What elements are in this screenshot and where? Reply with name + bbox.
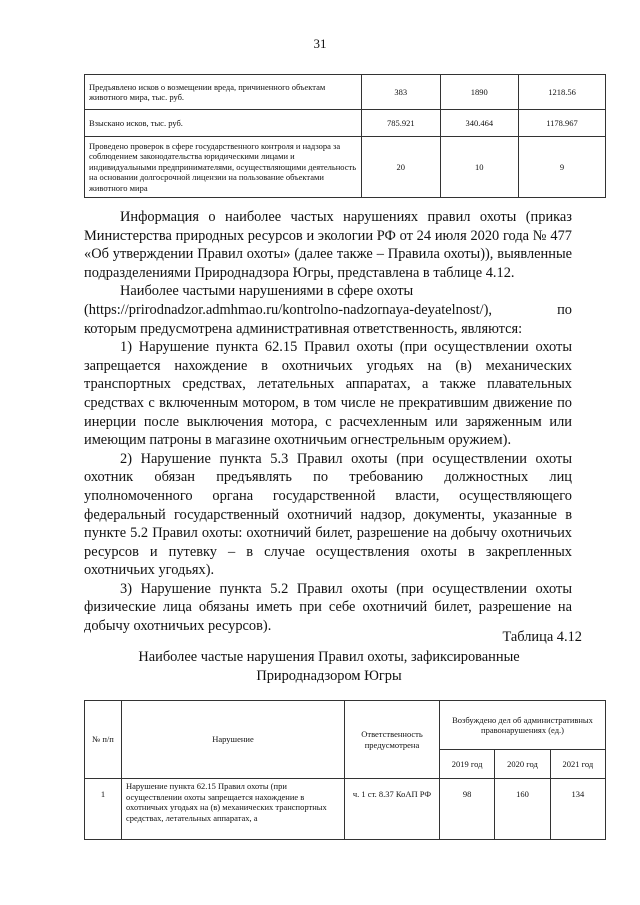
- table-header-row: [85, 701, 606, 750]
- violations-table: [84, 700, 606, 840]
- header-cases: Возбуждено дел об административных правонарушениях (ед.): [440, 701, 606, 750]
- row-violation: Нарушение пункта 62.15 Правил охоты (при осуществлении охоты запрещается нахождение в охотничьих угодьях на (в) механических транспортных средствах, летательных аппаратах, а: [122, 779, 345, 840]
- paragraph-url-line: [84, 301, 572, 320]
- header-number: № п/п: [85, 701, 122, 779]
- paragraph-violation-1: 1) Нарушение пункта 62.15 Правил охоты (при осуществлении охоты запрещается нахождение в охотничьих угодьях на (в) механических транспортных средствах, летательных аппаратах, а также плавательных средствах с включенным мотором, в том числе не прекратившим движение по инерции после выключения мотора, с расчехленным или заряженным или имеющим патроны в магазине охотничьим огнестрельным оружием).: [84, 339, 572, 449]
- value-2021: 1178.967: [519, 110, 606, 137]
- value-2019: 383: [362, 75, 441, 110]
- row-value-2021: 134: [550, 779, 605, 840]
- value-2020: 1890: [440, 75, 519, 110]
- body-text: [84, 208, 572, 636]
- table-title-line-1: Наиболее частые нарушения Правил охоты, зафиксированные: [138, 649, 520, 665]
- row-responsibility: ч. 1 ст. 8.37 КоАП РФ: [345, 779, 440, 840]
- table-title: [84, 648, 574, 685]
- statistics-table: [84, 74, 606, 198]
- source-link[interactable]: (https://prirodnadzor.admhmao.ru/kontrolno-nadzornaya-deyatelnost/),: [84, 301, 493, 318]
- header-2021: 2021 год: [550, 750, 605, 779]
- paragraph-frequent-first: Наиболее частыми нарушениями в сфере охоты: [120, 283, 414, 300]
- value-2020: 10: [440, 137, 519, 198]
- paragraph-violation-3: 3) Нарушение пункта 5.2 Правил охоты (при осуществлении охоты физические лица обязаны иметь при себе охотничий билет, разрешение на добычу охотничьих ресурсов).: [84, 580, 572, 635]
- row-label: Проведено проверок в сфере государственного контроля и надзора за соблюдением законодательства юридическими лицами и индивидуальными предпринимателями, осуществляющими деятельность на основании долгосрочной лицензии на пользование объектами животного мира: [85, 137, 362, 198]
- table-row: [85, 75, 606, 110]
- value-2020: 340.464: [440, 110, 519, 137]
- row-value-2020: 160: [495, 779, 550, 840]
- row-value-2019: 98: [440, 779, 495, 840]
- value-2021: 9: [519, 137, 606, 198]
- table-row: [85, 137, 606, 198]
- table-row: [85, 779, 606, 840]
- row-label: Взыскано исков, тыс. руб.: [85, 110, 362, 137]
- value-2019: 785.921: [362, 110, 441, 137]
- row-label: Предъявлено исков о возмещении вреда, причиненного объектам животного мира, тыс. руб.: [85, 75, 362, 110]
- value-2021: 1218.56: [519, 75, 606, 110]
- table-caption: Таблица 4.12: [502, 629, 582, 645]
- paragraph-violation-2: 2) Нарушение пункта 5.3 Правил охоты (при осуществлении охоты охотник обязан предъявлять по требованию должностных лиц уполномоченного органа государственной власти, осуществляющего федеральный государственный охотничий надзор, документы, указанные в пункте 5.2 Правил охоты: охотничий билет, разрешение на добычу охотничьих ресурсов и путевку – в случае осуществления охоты в закрепленных охотничьих угодьях).: [84, 450, 572, 579]
- header-2020: 2020 год: [495, 750, 550, 779]
- value-2019: 20: [362, 137, 441, 198]
- header-2019: 2019 год: [440, 750, 495, 779]
- header-violation: Нарушение: [122, 701, 345, 779]
- table-title-line-2: Природнадзором Югры: [256, 667, 402, 684]
- page-number: 31: [313, 36, 327, 51]
- header-responsibility: Ответственность предусмотрена: [345, 701, 440, 779]
- paragraph-po: по: [557, 301, 572, 318]
- table-row: [85, 110, 606, 137]
- paragraph-intro: Информация о наиболее частых нарушениях правил охоты (приказ Министерства природных ресурсов и экологии РФ от 24 июля 2020 года № 477 «Об утверждении Правил охоты» (далее также – Правила охоты)), выявленные подразделениями Природнадзора Югры, представлена в таблице 4.12.: [84, 209, 572, 281]
- row-number: 1: [85, 779, 122, 840]
- paragraph-frequent-rest: которым предусмотрена административная ответственность, являются:: [84, 320, 523, 337]
